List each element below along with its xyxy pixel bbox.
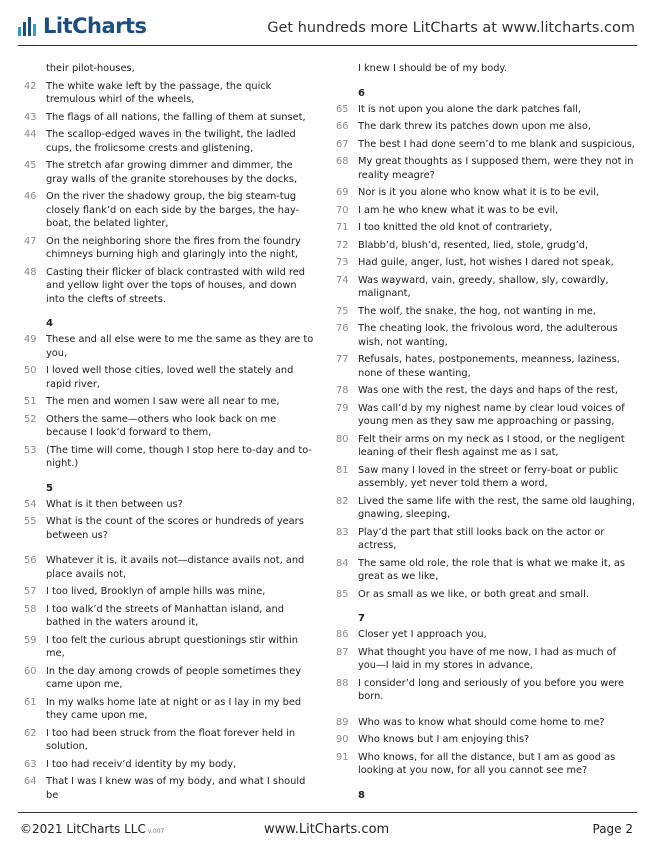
line-number: 86 [336, 629, 349, 640]
poem-line [24, 696, 314, 723]
line-number: 85 [336, 588, 349, 600]
line-number: 55 [24, 516, 37, 527]
line-number: 44 [24, 129, 37, 140]
line-text: That I was I knew was of my body, and what I should be [46, 776, 306, 801]
stanza-number-8: 8 [358, 789, 365, 801]
poem-line [336, 433, 636, 460]
line-number: 91 [336, 751, 349, 763]
poem-line [24, 80, 314, 107]
line-text: I consider’d long and seriously of you before you were born. [358, 677, 625, 702]
line-text: Lived the same life with the rest, the same old laughing, gnawing, sleeping, [358, 495, 636, 520]
line-number: 88 [336, 677, 349, 689]
line-text: their pilot-houses, [46, 63, 135, 74]
line-text: The scallop-edged waves in the twilight, the ladled cups, the frolicsome crests and glistening, [46, 129, 296, 154]
poem-line [336, 186, 636, 200]
poem-line [336, 353, 636, 380]
header-promo-link[interactable]: Get hundreds more LitCharts at www.litcharts.com [267, 20, 635, 36]
line-number: 77 [336, 354, 349, 365]
line-text: Who knows, for all the distance, but I am as good as looking at you now, for all you cannot see me? [358, 751, 616, 776]
line-number: 52 [24, 413, 37, 425]
poem-line [336, 305, 636, 319]
poem-line [336, 588, 636, 602]
line-number: 59 [24, 634, 37, 646]
line-number: 62 [24, 727, 37, 739]
line-number: 83 [336, 526, 349, 538]
line-number: 87 [336, 646, 349, 658]
line-number: 81 [336, 464, 349, 476]
line-text: Blabb’d, blush’d, resented, lied, stole, grudg’d, [358, 239, 589, 251]
line-text: Refusals, hates, postponements, meanness, laziness, none of these wanting, [358, 354, 620, 379]
line-number: 64 [24, 776, 37, 787]
right-lines-65-85 [336, 103, 636, 602]
poem-line [336, 256, 636, 270]
line-number: 66 [336, 121, 349, 132]
line-text: Play’d the part that still looks back on the actor or actress, [358, 526, 605, 551]
line-text: I too walk’d the streets of Manhattan island, and bathed in the waters around it, [46, 603, 284, 628]
line-number: 70 [336, 204, 349, 216]
line-number [336, 62, 358, 76]
line-number: 60 [24, 665, 37, 677]
footer-divider [18, 812, 637, 813]
poem-line [24, 128, 314, 155]
poem-line [336, 204, 636, 218]
header-divider [18, 45, 637, 46]
poem-line [336, 628, 636, 642]
stanza-number-7: 7 [358, 613, 365, 624]
line-number: 48 [24, 266, 37, 278]
line-number: 47 [24, 235, 37, 247]
page-number: Page 2 [592, 822, 633, 836]
poem-line [336, 221, 636, 235]
line-number: 69 [336, 187, 349, 198]
line-number: 54 [24, 498, 37, 510]
poem-line [336, 155, 636, 182]
version-text: v.007 [147, 828, 165, 835]
poem-line [24, 413, 314, 440]
line-text: On the river the shadowy group, the big steam-tug closely flank’d on each side by the barges, the hay-boat, the belated lighter, [46, 191, 300, 229]
poem-line [336, 138, 636, 152]
poem-line [336, 120, 636, 134]
poem-line [24, 634, 314, 661]
line-number: 76 [336, 323, 349, 334]
poem-line [336, 733, 636, 747]
line-text: Who was to know what should come home to me? [358, 716, 605, 728]
poem-line [24, 444, 314, 471]
right-lines-86-88 [336, 628, 636, 704]
line-number: 42 [24, 80, 37, 92]
line-text: Whatever it is, it avails not—distance avails not, and place avails not, [46, 555, 305, 580]
line-text: It is not upon you alone the dark patches fall, [358, 103, 582, 115]
line-number: 78 [336, 385, 349, 396]
line-text: On the neighboring shore the fires from the foundry chimneys burning high and glaringly into the night, [46, 235, 301, 260]
poem-line [24, 111, 314, 125]
line-text: Had guile, anger, lust, hot wishes I dared not speak, [358, 257, 614, 268]
line-text: Who knows but I am enjoying this? [358, 734, 530, 745]
poem-line [336, 526, 636, 553]
line-text: Was call’d by my nighest name by clear loud voices of young men as they saw me approaching or passing, [358, 402, 625, 427]
line-text: The men and women I saw were all near to me, [46, 396, 280, 407]
poem-line [24, 235, 314, 262]
line-number: 71 [336, 222, 349, 233]
poem-line [24, 775, 314, 802]
poem-line [336, 464, 636, 491]
footer-copyright [20, 822, 164, 836]
poem-line [24, 62, 314, 76]
line-number: 79 [336, 402, 349, 414]
line-text: The best I had done seem’d to me blank and suspicious, [358, 138, 635, 150]
stanza-number-5: 5 [46, 482, 53, 494]
line-text: I loved well those cities, loved well the stately and rapid river, [46, 365, 294, 390]
line-number: 72 [336, 239, 349, 251]
poem-line [24, 515, 314, 542]
copyright-text: ©2021 LitCharts LLC [20, 822, 146, 836]
left-lines-49-53 [24, 333, 314, 471]
line-number: 68 [336, 156, 349, 167]
line-number: 73 [336, 257, 349, 268]
right-column [336, 62, 636, 805]
poem-line [336, 103, 636, 117]
line-text: What is the count of the scores or hundreds of years between us? [46, 516, 304, 541]
line-number: 84 [336, 557, 349, 569]
line-number: 75 [336, 305, 349, 317]
line-number: 51 [24, 396, 37, 407]
line-text: Was wayward, vain, greedy, shallow, sly, cowardly, malignant, [358, 274, 609, 299]
line-number: 67 [336, 138, 349, 150]
litcharts-logo[interactable] [18, 14, 147, 38]
line-text: These and all else were to me the same as they are to you, [46, 334, 314, 359]
poem-line [24, 758, 314, 772]
line-text: What is it then between us? [46, 498, 183, 510]
left-lines-54-55 [24, 498, 314, 543]
right-pre-lines [336, 62, 636, 76]
poem-line [336, 495, 636, 522]
line-number: 43 [24, 111, 37, 123]
line-text: I am he who knew what it was to be evil, [358, 204, 559, 216]
poem-line [336, 274, 636, 301]
line-text: In the day among crowds of people sometimes they came upon me, [46, 665, 302, 690]
poem-line [336, 322, 636, 349]
line-text: The stretch afar growing dimmer and dimmer, the gray walls of the granite storehouses by the docks, [46, 160, 298, 185]
line-number: 63 [24, 758, 37, 770]
left-lines-42-48 [24, 80, 314, 307]
line-number: 57 [24, 586, 37, 597]
poem-line [24, 395, 314, 409]
line-text: I too felt the curious abrupt questionings stir within me, [46, 634, 298, 659]
line-number: 74 [336, 274, 349, 286]
poem-line [24, 364, 314, 391]
line-text: The cheating look, the frivolous word, the adulterous wish, not wanting, [358, 323, 618, 348]
line-text: What thought you have of me now, I had as much of you—I laid in my stores in advance, [358, 646, 617, 671]
line-number: 58 [24, 603, 37, 615]
line-text: I too had receiv’d identity by my body, [46, 758, 237, 770]
right-lines-89-91 [336, 716, 636, 778]
line-text: I knew I should be of my body. [358, 63, 507, 74]
line-text: In my walks home late at night or as I lay in my bed they came upon me, [46, 696, 302, 721]
line-text: The dark threw its patches down upon me also, [358, 121, 591, 132]
poem-line [24, 665, 314, 692]
poem-line [336, 239, 636, 253]
line-text: Was one with the rest, the days and haps of the rest, [358, 385, 619, 396]
line-text: Casting their flicker of black contrasted with wild red and yellow light over the tops of houses, and down into the clefts of streets. [46, 266, 305, 305]
stanza-number-4: 4 [46, 318, 53, 329]
poem-line [336, 677, 636, 704]
line-text: Others the same—others who look back on me because I look’d forward to them, [46, 413, 277, 438]
litcharts-bars-icon [18, 16, 40, 36]
left-column [24, 62, 314, 806]
poem-line [24, 727, 314, 754]
line-number: 61 [24, 696, 37, 708]
poem-line [24, 603, 314, 630]
line-number: 90 [336, 734, 349, 745]
line-number: 53 [24, 444, 37, 456]
poem-line [336, 557, 636, 584]
page-header [0, 0, 655, 45]
poem-line [336, 402, 636, 429]
line-number: 82 [336, 495, 349, 507]
left-pre-lines [24, 62, 314, 76]
line-number: 80 [336, 433, 349, 445]
line-number: 65 [336, 103, 349, 115]
line-text: I too had been struck from the float forever held in solution, [46, 727, 296, 752]
stanza-number-6: 6 [358, 87, 365, 99]
line-text: Nor is it you alone who know what it is to be evil, [358, 187, 600, 198]
line-text: Closer yet I approach you, [358, 629, 487, 640]
line-text: The wolf, the snake, the hog, not wanting in me, [358, 305, 596, 317]
line-text: The white wake left by the passage, the quick tremulous whirl of the wheels, [46, 80, 272, 105]
line-text: Saw many I loved in the street or ferry-boat or public assembly, yet never told them a word, [358, 464, 619, 489]
poem-line [24, 498, 314, 512]
poem-line [24, 585, 314, 599]
poem-line [336, 384, 636, 398]
poem-line [24, 159, 314, 186]
poem-line [24, 190, 314, 231]
poem-line [336, 716, 636, 730]
line-number [24, 62, 46, 76]
logo-text: LitCharts [43, 14, 147, 38]
poem-line [336, 646, 636, 673]
line-text: Or as small as we like, or both great and small. [358, 588, 589, 600]
footer-site-link[interactable]: www.LitCharts.com [264, 822, 390, 837]
line-text: (The time will come, though I stop here to-day and to-night.) [46, 444, 312, 469]
poem-line [336, 62, 636, 76]
line-number: 49 [24, 334, 37, 345]
poem-line [336, 751, 636, 778]
line-number: 56 [24, 555, 37, 566]
line-number: 46 [24, 191, 37, 202]
poem-line [24, 554, 314, 581]
line-number: 45 [24, 160, 37, 171]
poem-line [24, 266, 314, 307]
line-text: The same old role, the role that is what we make it, as great as we like, [358, 557, 626, 582]
line-text: I too knitted the old knot of contrariety, [358, 222, 553, 233]
line-number: 89 [336, 716, 349, 728]
line-text: My great thoughts as I supposed them, were they not in reality meagre? [358, 156, 634, 181]
line-number: 50 [24, 365, 37, 376]
line-text: The flags of all nations, the falling of them at sunset, [46, 111, 306, 123]
left-lines-56-64 [24, 554, 314, 802]
line-text: Felt their arms on my neck as I stood, or the negligent leaning of their flesh against me as I sat, [358, 433, 625, 458]
poem-line [24, 333, 314, 360]
line-text: I too lived, Brooklyn of ample hills was mine, [46, 586, 266, 597]
